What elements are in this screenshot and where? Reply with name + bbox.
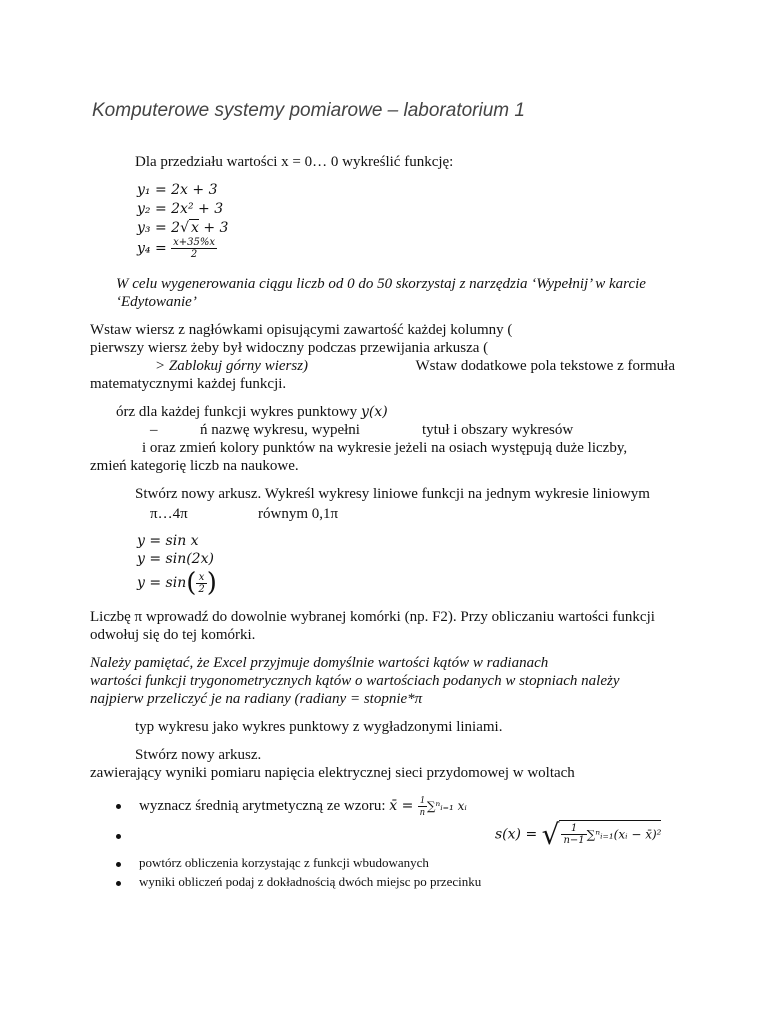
section5-line2: zawierający wyniki pomiaru napięcia elektrycznej sieci przydomowej w woltach <box>90 765 575 781</box>
bullet-icon <box>116 804 121 809</box>
section2-line3: > Zablokuj górny wiersz) Wstaw dodatkowe pola tekstowe z formuła <box>155 358 675 374</box>
equation-sin-x: y = sin x <box>137 533 199 549</box>
equation-y2: y₂ = 2x² + 3 <box>137 201 224 217</box>
section3-line4: zmień kategorię liczb na naukowe. <box>90 458 299 474</box>
bullet-icon <box>116 862 121 867</box>
radian-note-line3: najpierw przeliczyć je na radiany (radiany = stopnie*π <box>90 691 423 707</box>
bullet-mean: wyznacz średnią arytmetyczną ze wzoru: x̄ = $\frac{1}{n}$ ∑ⁿᵢ₌₁ xᵢ <box>116 795 467 818</box>
section3-line2-dash: – <box>150 422 158 438</box>
equation-y4: y₄ = $\frac{x+35\%x}{2}$ <box>137 237 216 260</box>
pi-instruction: Liczbę π wprowadź do dowolnie wybranej komórki (np. F2). Przy obliczaniu wartości funkcji <box>90 609 655 625</box>
section2-line2: pierwszy wiersz żeby był widoczny podczas przewijania arkusza ( <box>90 340 489 356</box>
radian-note-line1: Należy pamiętać, że Excel przyjmuje domyślnie wartości kątów w radianach <box>90 655 549 671</box>
section3-line3: i oraz zmień kolory punktów na wykresie jeżeli na osiach występują duże liczby, <box>142 440 628 456</box>
bullet-icon <box>116 881 121 886</box>
section2-line4: matematycznymi każdej funkcji. <box>90 376 287 392</box>
note-fill-tool-cont: ‘Edytowanie’ <box>116 294 197 310</box>
std-formula: s(x) = √ $\frac{1}{n-1}$ ∑ⁿᵢ₌₁(xᵢ − x̄)² <box>495 818 662 851</box>
equation-sin-half-x: y = sin( $\frac{x}{2}$ ) <box>137 568 217 598</box>
section4-range: π…4π <box>150 506 188 522</box>
note-fill-tool: W celu wygenerowania ciągu liczb od 0 do 50 skorzystaj z narzędzia ‘Wypełnij’ w karcie <box>116 276 646 292</box>
bullet-std-marker <box>116 827 139 845</box>
section2-line1: Wstaw wiersz z nagłówkami opisującymi zawartość każdej kolumny ( <box>90 322 513 338</box>
section4-step: równym 0,1π <box>258 506 339 522</box>
chart-type-instruction: typ wykresu jako wykres punktowy z wygładzonymi liniami. <box>135 719 503 735</box>
section3-line2-title: ń nazwę wykresu, wypełni <box>200 422 360 438</box>
bullet-icon <box>116 834 121 839</box>
section4-line1: Stwórz nowy arkusz. Wykreśl wykresy liniowe funkcji na jednym wykresie liniowym <box>135 486 650 502</box>
section3-line2-axes: tytuł i obszary wykresów <box>422 422 574 438</box>
intro-text: Dla przedziału wartości x = 0… 0 wykreślić funkcję: <box>135 154 454 170</box>
equation-sin-2x: y = sin(2x) <box>137 551 214 567</box>
bullet-precision: wyniki obliczeń podaj z dokładnością dwóch miejsc po przecinku <box>116 874 481 890</box>
pi-instruction-cont: odwołuj się do tej komórki. <box>90 627 256 643</box>
radian-note-line2: wartości funkcji trygonometrycznych kątów o wartościach podanych w stopniach należy <box>90 673 620 689</box>
equation-y3: y₃ = 2√ x + 3 <box>137 220 229 236</box>
equation-y1: y₁ = 2x + 3 <box>137 182 218 198</box>
page-title: Komputerowe systemy pomiarowe – laboratorium 1 <box>92 100 525 121</box>
section3-line1: órz dla każdej funkcji wykres punktowy y(x) <box>116 404 388 420</box>
section5-line1: Stwórz nowy arkusz. <box>135 747 262 763</box>
bullet-builtin: powtórz obliczenia korzystając z funkcji wbudowanych <box>116 855 429 871</box>
